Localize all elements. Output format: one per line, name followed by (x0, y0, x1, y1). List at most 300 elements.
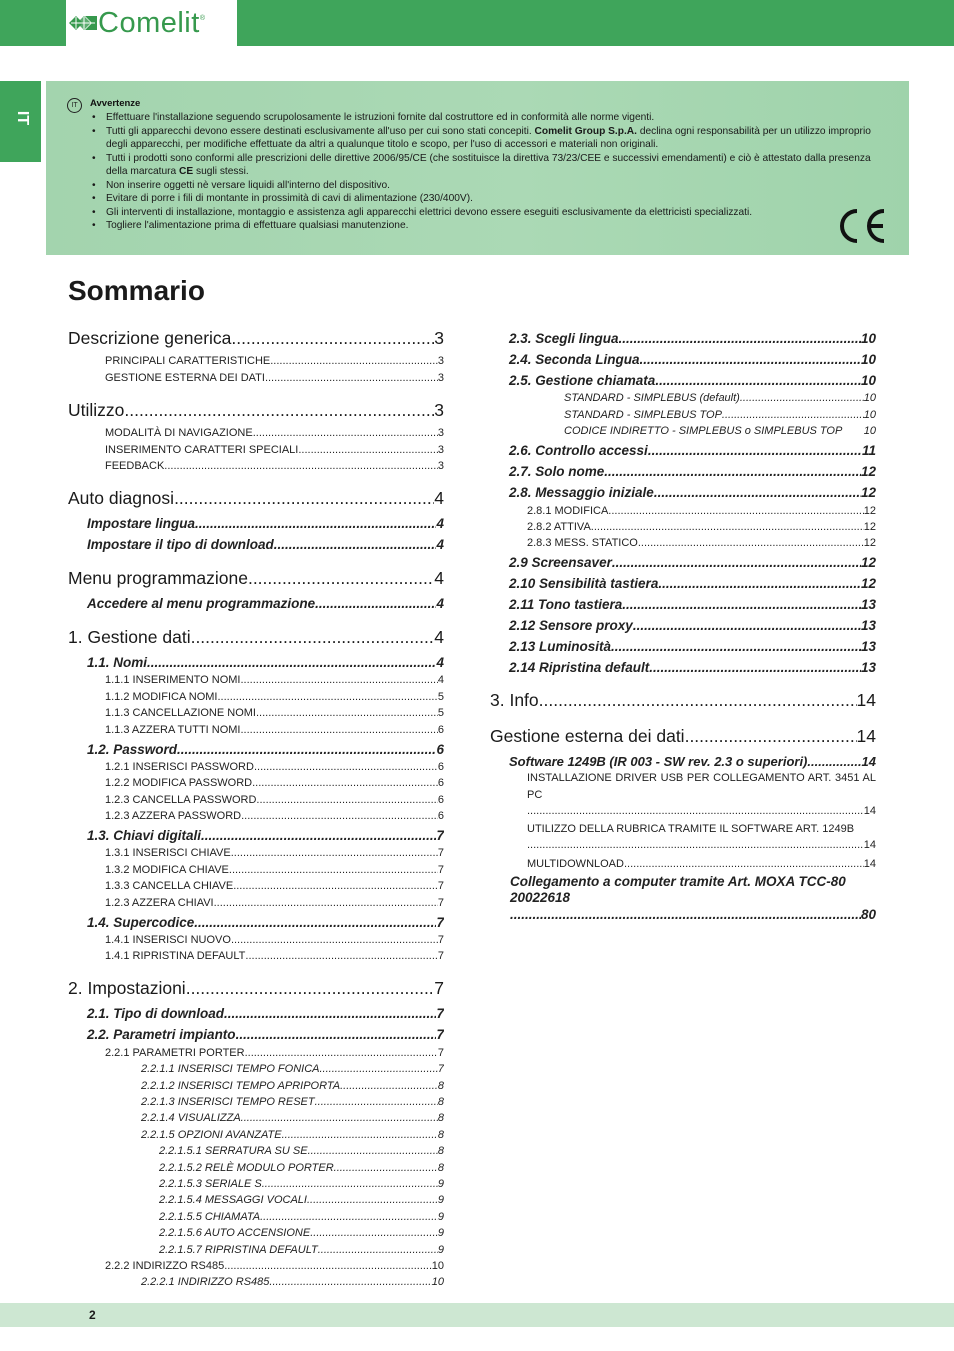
toc-entry-page: 6 (436, 741, 444, 757)
toc-entry-page: 14 (861, 754, 876, 770)
toc-entry-text: 2.6. Controllo accessi (509, 443, 648, 459)
toc-entry-page: 3 (434, 328, 444, 348)
toc-entry-page: 9 (437, 1177, 444, 1190)
toc-leader (231, 847, 438, 859)
toc-entry[interactable] (68, 1190, 444, 1206)
toc-leader (307, 1194, 438, 1206)
toc-entry[interactable] (68, 1001, 444, 1021)
toc-leader (527, 837, 864, 853)
toc-entry-text: 1.2.1 INSERISCI PASSWORD (105, 760, 254, 773)
toc-section[interactable] (68, 976, 444, 999)
toc-leader (591, 521, 864, 533)
toc-entry-text: Auto diagnosi (68, 487, 175, 508)
toc-entry[interactable] (68, 1206, 444, 1222)
toc-entry[interactable] (68, 532, 444, 552)
toc-entry[interactable] (68, 1075, 444, 1091)
toc-entry-page: 4 (434, 626, 444, 647)
toc-entry-page: 8 (437, 1095, 444, 1108)
toc-entry-page: 10 (863, 408, 876, 421)
toc-leader (318, 1244, 438, 1256)
toc-entry-page: 12 (860, 576, 876, 592)
toc-leader (231, 328, 434, 349)
toc-entry-text: 2.10 Sensibilità tastiera (509, 576, 659, 592)
toc-leader (274, 537, 437, 552)
toc-entry-page: 10 (431, 1259, 444, 1272)
toc-entry-text: 2.8.2 ATTIVA (527, 520, 591, 533)
toc-leader (658, 576, 861, 591)
toc-leader (224, 1260, 432, 1272)
toc-entry-page: 6 (437, 810, 444, 823)
logo-mark-icon (69, 12, 97, 34)
toc-entry-page: 80 (860, 906, 876, 922)
toc-leader (270, 355, 438, 367)
toc-entry-text: 2.2.1 PARAMETRI PORTER (105, 1046, 245, 1059)
toc-leader (633, 618, 861, 633)
toc-entry[interactable] (68, 1092, 444, 1108)
toc-leader (320, 1063, 438, 1075)
toc-leader (648, 443, 862, 458)
toc-entry-page: 12 (860, 485, 876, 501)
toc-leader (248, 568, 434, 589)
toc-entry-text: 1.3.3 CANCELLA CHIAVE (105, 880, 234, 893)
toc-entry[interactable] (68, 351, 444, 367)
toc-leader (174, 488, 434, 509)
toc-entry-page: 4 (436, 595, 444, 611)
toc-right-column (490, 326, 876, 923)
toc-entry[interactable] (68, 1042, 444, 1058)
toc-entry-page: 10 (860, 352, 876, 367)
toc-leader (217, 691, 437, 703)
warning-box (46, 81, 909, 255)
toc-leader (194, 915, 436, 930)
toc-entry-page: 5 (437, 690, 444, 703)
toc-entry-text: Impostare lingua (87, 515, 196, 531)
warning-title: Avvertenze (90, 98, 141, 109)
toc-entry-page: 8 (437, 1128, 444, 1141)
toc-left-column (68, 326, 444, 1288)
toc-entry-text: 1.3. Chiavi digitali (87, 828, 202, 844)
toc-entry-page: 3 (437, 355, 444, 368)
toc-section[interactable] (68, 486, 444, 509)
toc-entry[interactable] (490, 770, 876, 819)
toc-entry-text: 1.1.3 CANCELLAZIONE NOMI (105, 707, 256, 720)
toc-entry-page: 7 (437, 880, 444, 893)
toc-leader (722, 409, 864, 421)
toc-entry-page: 9 (437, 1243, 444, 1256)
toc-entry-page: 4 (434, 567, 444, 588)
page-title: Sommario (68, 275, 205, 306)
toc-entry-page: 14 (863, 838, 876, 851)
toc-entry[interactable] (490, 874, 876, 924)
toc-leader (260, 1211, 438, 1223)
toc-entry[interactable] (490, 853, 876, 869)
toc-entry[interactable] (68, 1124, 444, 1140)
toc-entry[interactable] (68, 789, 444, 805)
toc-entry-text: PRINCIPALI CARATTERISTICHE (105, 355, 271, 368)
toc-entry-text: 1.2.3 AZZERA PASSWORD (105, 810, 242, 823)
toc-entry-text: MODALITÀ DI NAVIGAZIONE (105, 427, 253, 440)
toc-section[interactable] (490, 688, 876, 711)
toc-entry-page: 4 (436, 654, 444, 670)
toc-entry-page: 7 (437, 847, 444, 860)
toc-entry-page: 5 (437, 707, 444, 720)
page-number: 2 (89, 1308, 96, 1322)
toc-entry-page: 7 (437, 934, 444, 947)
toc-entry-page: 7 (437, 896, 444, 909)
toc-entry[interactable] (490, 388, 876, 404)
ce-mark-icon (838, 207, 888, 245)
toc-entry[interactable] (68, 686, 444, 702)
toc-entry[interactable] (68, 1239, 444, 1255)
toc-entry-page: 7 (437, 1046, 444, 1059)
toc-leader (622, 597, 861, 612)
warning-item: • Effettuare l'installazione seguendo scrupolosamente le istruzioni fornite dal costruttore ed in conformità alle norme vigenti. (90, 111, 880, 125)
toc-entry-text: 2.3. Scegli lingua (509, 331, 619, 346)
toc-leader (245, 950, 437, 962)
toc-entry-text: 1.3.2 MODIFICA CHIAVE (105, 863, 229, 876)
toc-entry-page: 6 (437, 793, 444, 806)
toc-entry[interactable] (490, 517, 876, 533)
toc-entry-text: 2.2.1.5.6 AUTO ACCENSIONE (159, 1227, 311, 1240)
toc-entry[interactable] (68, 946, 444, 962)
toc-entry-text: 2.2.1.5.2 RELÈ MODULO PORTER (159, 1161, 334, 1174)
toc-leader (282, 1129, 438, 1141)
toc-leader (186, 978, 435, 999)
toc-entry-text: 2.2.1.1 INSERISCI TEMPO FONICA (141, 1063, 320, 1076)
toc-entry[interactable] (490, 613, 876, 633)
toc-entry-text: 2.2.1.5.1 SERRATURA SU SE (159, 1145, 308, 1158)
toc-entry-text: Utilizzo (68, 399, 125, 420)
warning-item: • Togliere l'alimentazione prima di effettuare qualsiasi manutenzione. (90, 219, 880, 233)
toc-entry-page: 7 (437, 1063, 444, 1076)
toc-leader (253, 427, 438, 439)
toc-leader (256, 794, 437, 806)
toc-entry-page: 3 (437, 459, 444, 472)
toc-leader (315, 596, 436, 611)
toc-leader (640, 352, 861, 367)
toc-entry[interactable] (68, 876, 444, 892)
toc-entry[interactable] (68, 719, 444, 735)
toc-entry[interactable] (490, 326, 876, 346)
toc-leader (236, 1027, 437, 1042)
toc-entry[interactable] (68, 367, 444, 383)
toc-entry-text: 1.2.3 AZZERA CHIAVI (105, 896, 214, 909)
toc-entry-text: 1.1.2 MODIFICA NOMI (105, 690, 218, 703)
toc-section[interactable] (68, 326, 444, 349)
toc-section[interactable] (68, 625, 444, 648)
toc-leader (310, 1227, 438, 1239)
toc-entry-text: Impostare il tipo di download (87, 536, 274, 552)
toc-entry-page: 7 (437, 950, 444, 963)
toc-entry-page: 14 (856, 690, 876, 711)
toc-entry-text: 3. Info (490, 690, 539, 711)
toc-entry-text: 2.5. Gestione chiamata (509, 373, 656, 388)
toc-entry-text: 1.1.3 AZZERA TUTTI NOMI (105, 723, 241, 736)
toc-leader (612, 555, 861, 570)
toc-entry-page: 9 (437, 1194, 444, 1207)
toc-entry[interactable] (490, 592, 876, 612)
toc-leader (510, 907, 861, 924)
toc-section[interactable] (68, 398, 444, 421)
toc-entry[interactable] (490, 368, 876, 388)
toc-entry[interactable] (68, 910, 444, 930)
toc-entry-text: 2.8.3 MESS. STATICO (527, 537, 638, 550)
toc-entry-text: STANDARD - SIMPLEBUS TOP (564, 408, 722, 421)
toc-entry-page: 12 (863, 504, 876, 517)
toc-entry-text: 2.2.1.2 INSERISCI TEMPO APRIPORTA (141, 1079, 341, 1092)
toc-entry-page: 10 (431, 1276, 444, 1289)
toc-entry-page: 9 (437, 1210, 444, 1223)
toc-leader (649, 660, 861, 675)
toc-leader (655, 373, 861, 388)
toc-entry-page: 8 (437, 1145, 444, 1158)
toc-entry-text: 1.4.1 INSERISCI NUOVO (105, 934, 231, 947)
toc-entry-page: 4 (437, 674, 444, 687)
toc-entry-page: 3 (437, 427, 444, 440)
toc-entry[interactable] (490, 655, 876, 675)
warning-item: • Non inserire oggetti nè versare liquidi all'interno del dispositivo. (90, 179, 880, 193)
toc-entry-text: 1.3.1 INSERISCI CHIAVE (105, 847, 231, 860)
toc-entry-text: 1.4.1 RIPRISTINA DEFAULT (105, 950, 246, 963)
toc-entry[interactable] (68, 930, 444, 946)
toc-entry-page: 13 (860, 597, 876, 613)
toc-leader (229, 864, 438, 876)
toc-entry[interactable] (68, 650, 444, 670)
toc-leader (254, 761, 438, 773)
toc-entry-text: 1.1. Nomi (87, 654, 148, 670)
toc-leader (214, 897, 438, 909)
toc-entry-page: 10 (860, 373, 876, 388)
toc-entry[interactable] (490, 634, 876, 654)
toc-entry-page: 13 (860, 639, 876, 655)
toc-leader (740, 392, 864, 404)
toc-entry-page: 7 (436, 1006, 444, 1022)
toc-entry[interactable] (490, 533, 876, 549)
toc-leader (201, 828, 436, 843)
toc-entry[interactable] (68, 456, 444, 472)
toc-entry-text: 2.4. Seconda Lingua (509, 352, 640, 367)
toc-entry-text: STANDARD - SIMPLEBUS (default) (564, 392, 740, 405)
toc-entry-text: 1.2. Password (87, 741, 178, 757)
toc-section[interactable] (490, 724, 876, 747)
toc-entry[interactable] (68, 859, 444, 875)
toc-leader (619, 331, 861, 346)
toc-entry-text: 2.2.1.5.4 MESSAGGI VOCALI (159, 1194, 307, 1207)
toc-entry[interactable] (68, 1059, 444, 1075)
toc-entry-text: Accedere al menu programmazione (87, 595, 316, 611)
toc-entry-page: 13 (860, 618, 876, 634)
toc-leader (256, 707, 438, 719)
toc-leader (191, 627, 435, 648)
toc-entry[interactable] (68, 423, 444, 439)
toc-entry[interactable] (490, 821, 876, 854)
toc-entry-page: 9 (437, 1227, 444, 1240)
warning-item: • Gli interventi di installazione, montaggio e assistenza agli apparecchi elettrici devono essere eseguiti esclusivamente da elettricisti specializzati. (90, 206, 880, 220)
warning-lang-badge: IT (67, 98, 82, 113)
toc-entry-text: 1.2.2 MODIFICA PASSWORD (105, 777, 253, 790)
toc-entry-page: 7 (437, 863, 444, 876)
toc-leader (233, 880, 438, 892)
toc-leader (241, 810, 438, 822)
toc-entry-page: 14 (856, 726, 876, 747)
toc-entry-text: 2.14 Ripristina default (509, 660, 650, 676)
toc-entry[interactable] (68, 823, 444, 843)
toc-entry-page: 8 (437, 1079, 444, 1092)
toc-entry[interactable] (68, 1174, 444, 1190)
brand-name: Comelit (98, 6, 200, 39)
toc-leader (241, 724, 438, 736)
toc-leader (124, 400, 434, 421)
toc-entry-text: UTILIZZO DELLA RUBRICA TRAMITE IL SOFTWARE ART. 1249B (527, 822, 855, 835)
toc-leader (638, 537, 864, 549)
toc-entry[interactable] (490, 550, 876, 570)
toc-entry-page: 4 (436, 515, 444, 531)
toc-entry[interactable] (490, 438, 876, 458)
language-tab-label: IT (14, 110, 31, 126)
toc-entry-text: 2.13 Luminosità (509, 639, 612, 655)
toc-entry-page: 6 (437, 760, 444, 773)
toc-leader (147, 655, 436, 670)
toc-entry[interactable] (68, 843, 444, 859)
toc-leader (308, 1145, 438, 1157)
toc-leader (245, 1047, 438, 1059)
toc-entry-page: 10 (860, 331, 876, 346)
toc-entry-text: INSERIMENTO CARATTERI SPECIALI (105, 443, 299, 456)
toc-entry-text: 2.7. Solo nome (509, 464, 605, 480)
toc-entry-text: 2.9 Screensaver (509, 555, 612, 571)
toc-entry-text: 2.2.1.5 OPZIONI AVANZATE (141, 1128, 282, 1141)
toc-entry-page: 7 (436, 828, 444, 844)
toc-leader (527, 803, 864, 819)
toc-entry-page: 13 (860, 660, 876, 676)
toc-entry[interactable] (68, 591, 444, 611)
toc-entry[interactable] (490, 749, 876, 769)
toc-section[interactable] (68, 566, 444, 589)
toc-entry[interactable] (490, 347, 876, 367)
toc-entry-text: 2.1. Tipo di download (87, 1006, 225, 1022)
toc-entry[interactable] (68, 511, 444, 531)
toc-entry[interactable] (68, 1141, 444, 1157)
toc-entry-text: 1.1.1 INSERIMENTO NOMI (105, 674, 241, 687)
footer-bar (0, 1303, 954, 1327)
toc-entry[interactable] (490, 459, 876, 479)
toc-leader (685, 726, 857, 747)
toc-entry-text: 2.2.1.5.3 SERIALE S (159, 1177, 262, 1190)
toc-entry[interactable] (68, 737, 444, 757)
toc-entry[interactable] (68, 1108, 444, 1124)
toc-leader (334, 1162, 438, 1174)
toc-entry-text: 2.11 Tono tastiera (509, 597, 623, 613)
toc-entry-page: 3 (437, 443, 444, 456)
toc-entry-text: Descrizione generica (68, 328, 232, 348)
toc-leader (262, 1178, 438, 1190)
toc-entry-page: 12 (863, 537, 876, 550)
toc-entry[interactable] (68, 806, 444, 822)
toc-leader (807, 754, 861, 769)
toc-leader (340, 1080, 438, 1092)
toc-leader (195, 516, 436, 531)
toc-entry[interactable] (68, 1272, 444, 1288)
toc-leader (624, 858, 864, 870)
toc-entry-text: Collegamento a computer tramite Art. MOXA TCC-80 20022618 (510, 873, 846, 906)
toc-entry[interactable] (490, 500, 876, 516)
toc-leader (654, 485, 861, 500)
toc-entry[interactable] (68, 1223, 444, 1239)
toc-entry-page: 12 (860, 464, 876, 480)
header-bar (0, 0, 954, 46)
warning-item: • Tutti gli apparecchi devono essere destinati esclusivamente all'uso per cui sono stati concepiti. Comelit Group S.p.A. declina ogni responsabilità per un utilizzo improprio degli apparecchi, per modifiche effettuate da altri a qualunque titolo e scopo, per l'uso di accessori e materiali non originali. (90, 125, 880, 152)
toc-entry-text: 2.12 Sensore proxy (509, 618, 633, 634)
toc-entry-text: INSTALLAZIONE DRIVER USB PER COLLEGAMENTO ART. 3451 AL PC (527, 772, 876, 801)
toc-entry-page: 7 (436, 914, 444, 930)
toc-entry-page: 12 (863, 520, 876, 533)
toc-entry-text: 2.8. Messaggio iniziale (509, 485, 654, 501)
toc-entry-text: 1.2.3 CANCELLA PASSWORD (105, 793, 257, 806)
toc-entry-page: 8 (437, 1161, 444, 1174)
toc-entry[interactable] (68, 1157, 444, 1173)
toc-entry[interactable] (68, 1022, 444, 1042)
toc-entry-text: GESTIONE ESTERNA DEI DATI (105, 371, 265, 384)
toc-leader (164, 460, 438, 472)
toc-entry-page: 3 (437, 371, 444, 384)
toc-entry-text: 2. Impostazioni (68, 978, 186, 999)
toc-entry-page: 4 (436, 536, 444, 552)
toc-entry[interactable] (490, 421, 876, 437)
toc-entry[interactable] (68, 757, 444, 773)
brand-logo (66, 0, 237, 46)
toc-entry-text: 1.4. Supercodice (87, 914, 195, 930)
toc-entry-text: 2.2.2 INDIRIZZO RS485 (105, 1259, 225, 1272)
toc-entry-text: Menu programmazione (68, 567, 248, 588)
toc-entry[interactable] (490, 404, 876, 420)
toc-entry-text: MULTIDOWNLOAD (527, 857, 624, 870)
toc-entry-page: 3 (434, 399, 444, 420)
toc-entry-page: 7 (434, 978, 444, 999)
toc-entry[interactable] (490, 571, 876, 591)
toc-leader (269, 1276, 431, 1288)
toc-leader (539, 690, 857, 711)
toc-entry-page: 10 (863, 392, 876, 405)
toc-leader (224, 1006, 436, 1021)
toc-entry[interactable] (68, 703, 444, 719)
toc-leader (298, 444, 438, 456)
toc-entry-text: CODICE INDIRETTO - SIMPLEBUS o SIMPLEBUS TOP (564, 425, 843, 438)
toc-entry-page: 8 (437, 1112, 444, 1125)
toc-leader (611, 639, 861, 654)
toc-entry-page: 4 (434, 487, 444, 508)
toc-entry-page: 14 (863, 857, 876, 870)
toc-entry-page: 14 (863, 805, 876, 818)
toc-entry-page: 6 (437, 777, 444, 790)
toc-entry[interactable] (68, 670, 444, 686)
toc-entry[interactable] (68, 439, 444, 455)
toc-entry-text: 2.2.1.5.5 CHIAMATA (159, 1210, 261, 1223)
toc-entry-page: 11 (861, 443, 876, 459)
toc-leader (608, 505, 863, 517)
toc-entry[interactable] (68, 892, 444, 908)
toc-leader (265, 372, 438, 384)
toc-leader (177, 742, 436, 757)
toc-entry[interactable] (68, 1256, 444, 1272)
toc-entry-text: 2.2.2.1 INDIRIZZO RS485 (141, 1276, 270, 1289)
toc-entry-text: 2.8.1 MODIFICA (527, 504, 609, 517)
toc-entry-text: Software 1249B (IR 003 - SW rev. 2.3 o superiori) (509, 754, 808, 770)
registered-mark: ® (199, 15, 205, 22)
toc-entry-text: 2.2.1.3 INSERISCI TEMPO RESET (141, 1095, 315, 1108)
toc-entry[interactable] (68, 773, 444, 789)
toc-entry-page: 12 (860, 555, 876, 571)
toc-entry[interactable] (490, 480, 876, 500)
